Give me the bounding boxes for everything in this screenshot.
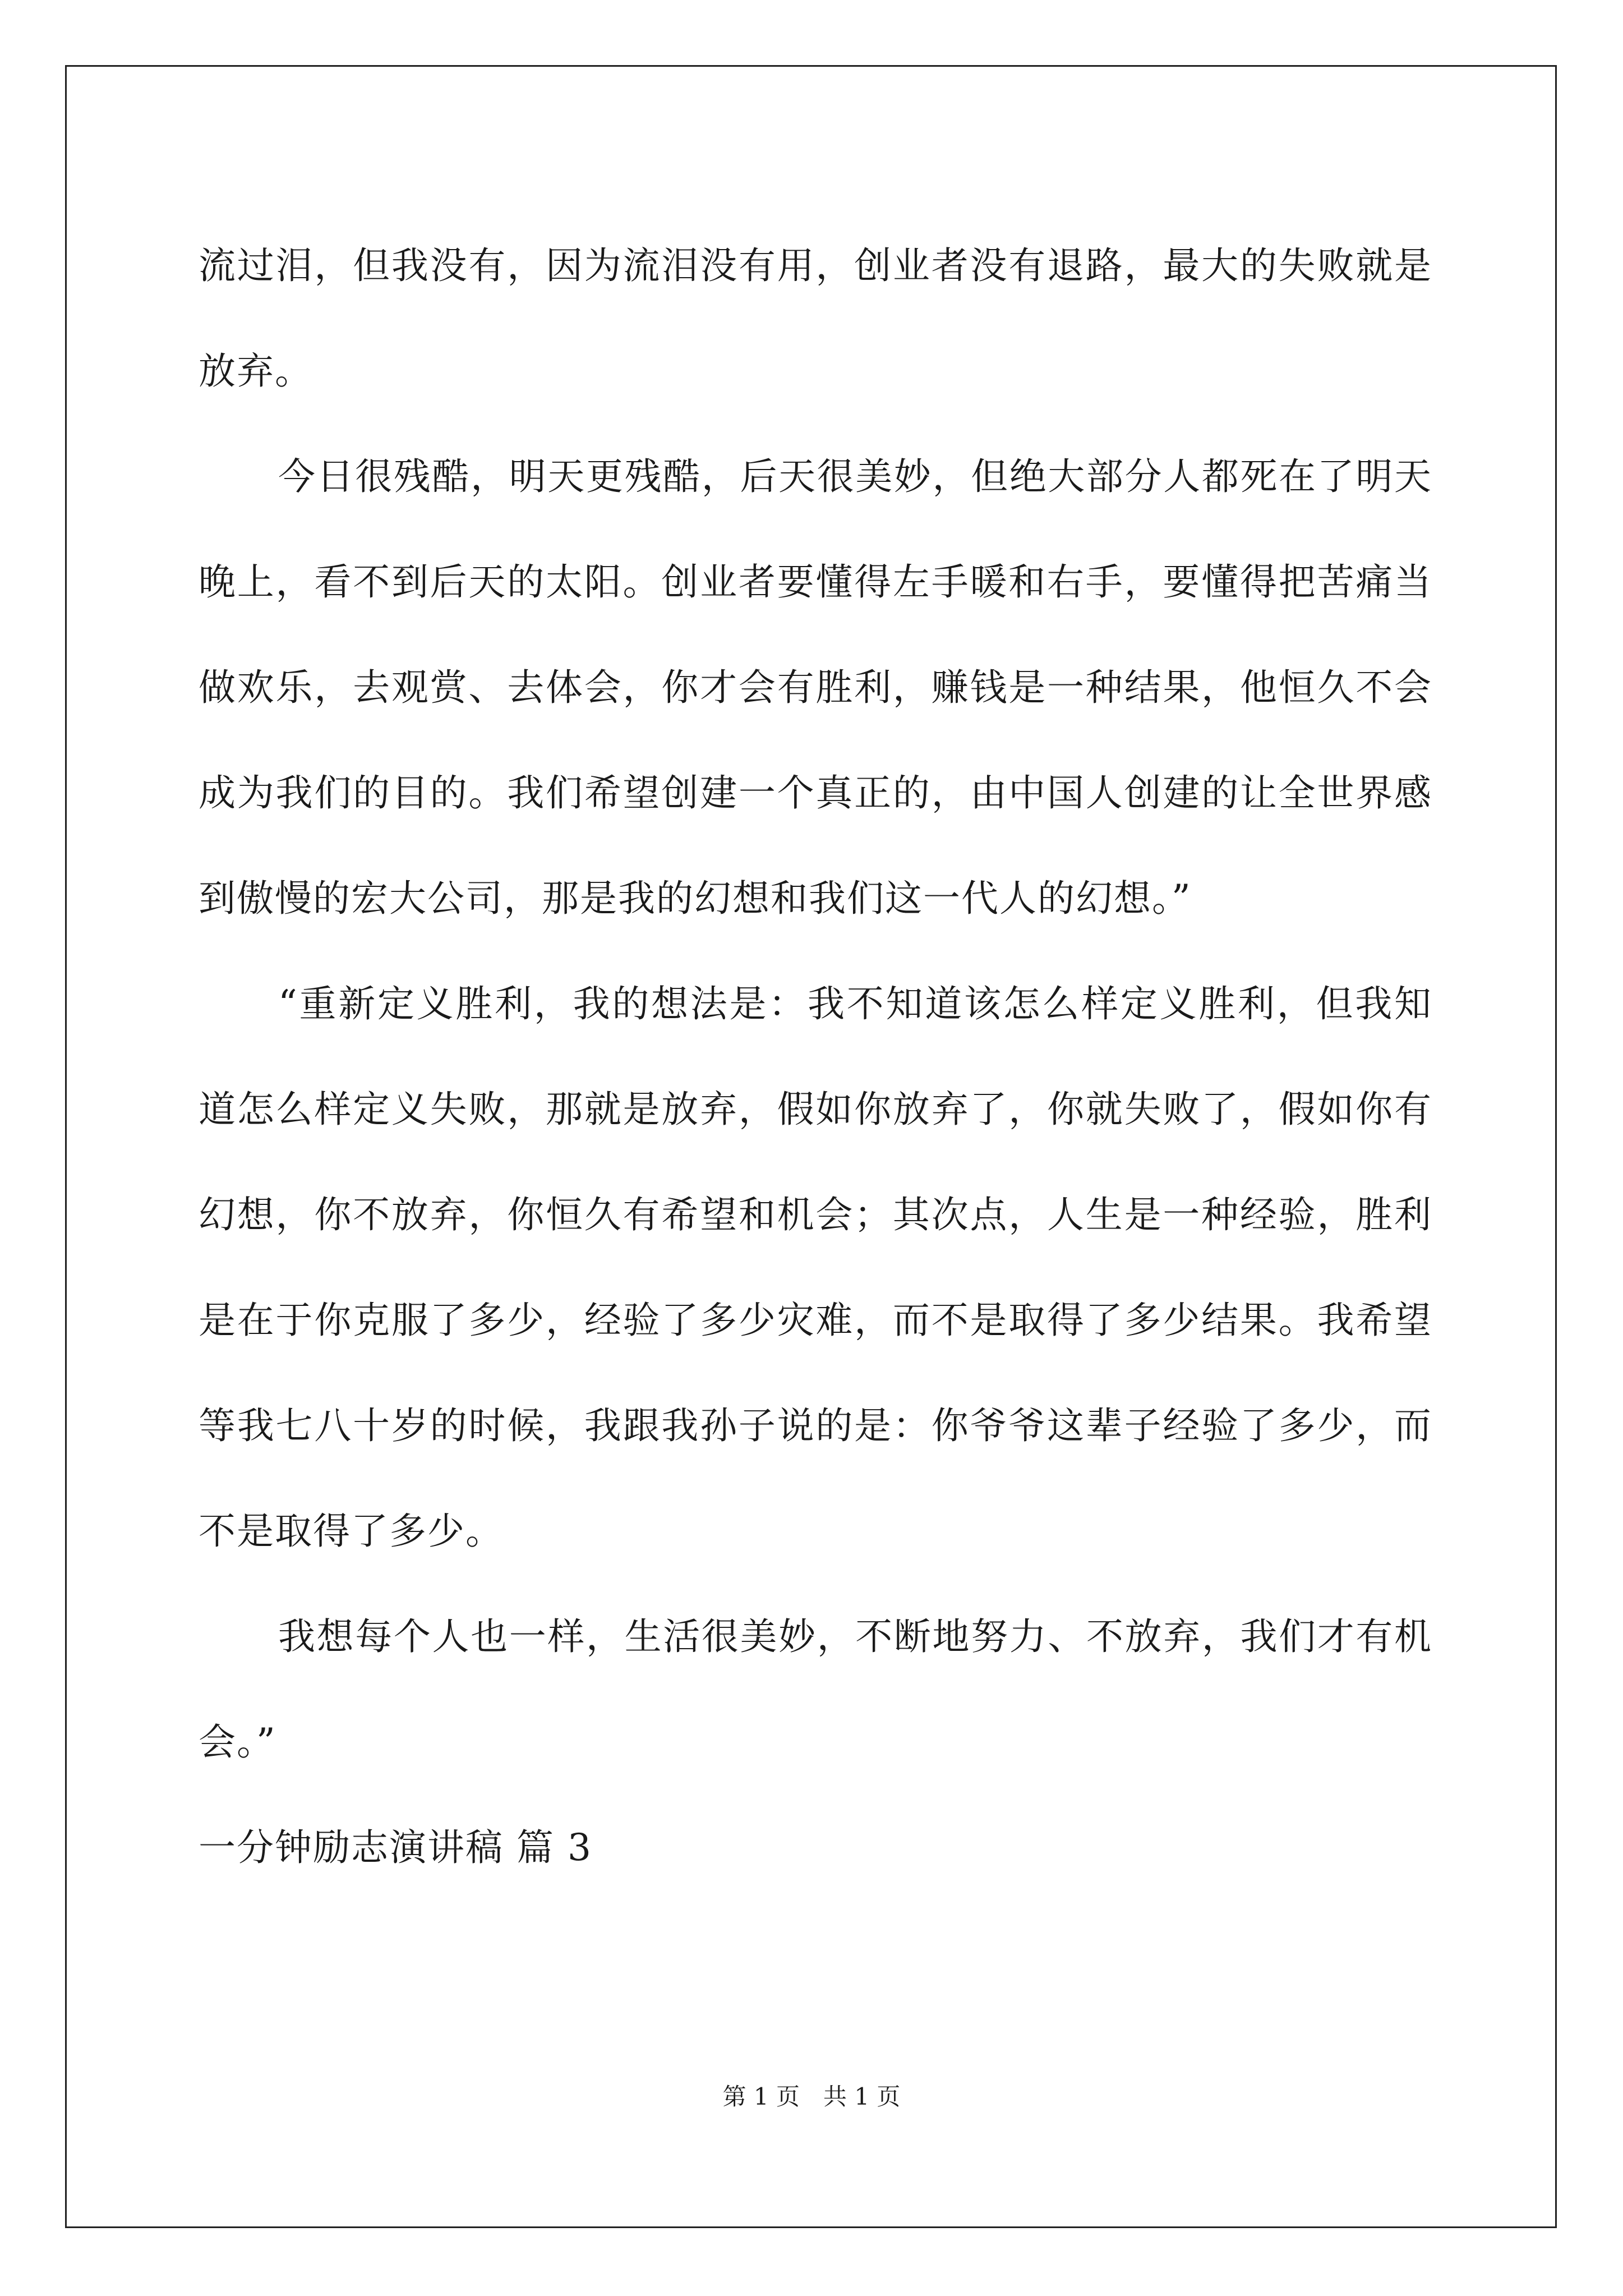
- section-heading: 一分钟励志演讲稿 篇 3: [199, 1826, 592, 1869]
- paragraph: 流过泪，但我没有，因为流泪没有用，创业者没有退路，最大的失败就是放弃。: [199, 244, 1432, 393]
- page-footer: 第 1 页 共 1 页: [722, 2083, 901, 2110]
- paragraph: 今日很残酷，明天更残酷，后天很美妙，但绝大部分人都死在了明天晚上，看不到后天的太阳。创业者要懂得左手暖和右手，要懂得把苦痛当做欢乐，去观赏、去体会，你才会有胜利，赚钱是一种结果，他恒久不会成为我们的目的。我们希望创建一个真正的，由中国人创建的让全世界感到傲慢的宏大公司，那是我的幻想和我们这一代人的幻想。”: [199, 455, 1432, 920]
- document-body: [199, 213, 1432, 1901]
- paragraph: 我想每个人也一样，生活很美妙，不断地努力、不放弃，我们才有机会。”: [199, 1615, 1432, 1764]
- paragraph: “重新定义胜利，我的想法是：我不知道该怎么样定义胜利，但我知道怎么样定义失败，那就是放弃，假如你放弃了，你就失败了，假如你有幻想，你不放弃，你恒久有希望和机会；其次点，人生是一种经验，胜利是在于你克服了多少，经验了多少灾难，而不是取得了多少结果。我希望等我七八十岁的时候，我跟我孙子说的是：你爷爷这辈子经验了多少，而不是取得了多少。: [199, 982, 1432, 1553]
